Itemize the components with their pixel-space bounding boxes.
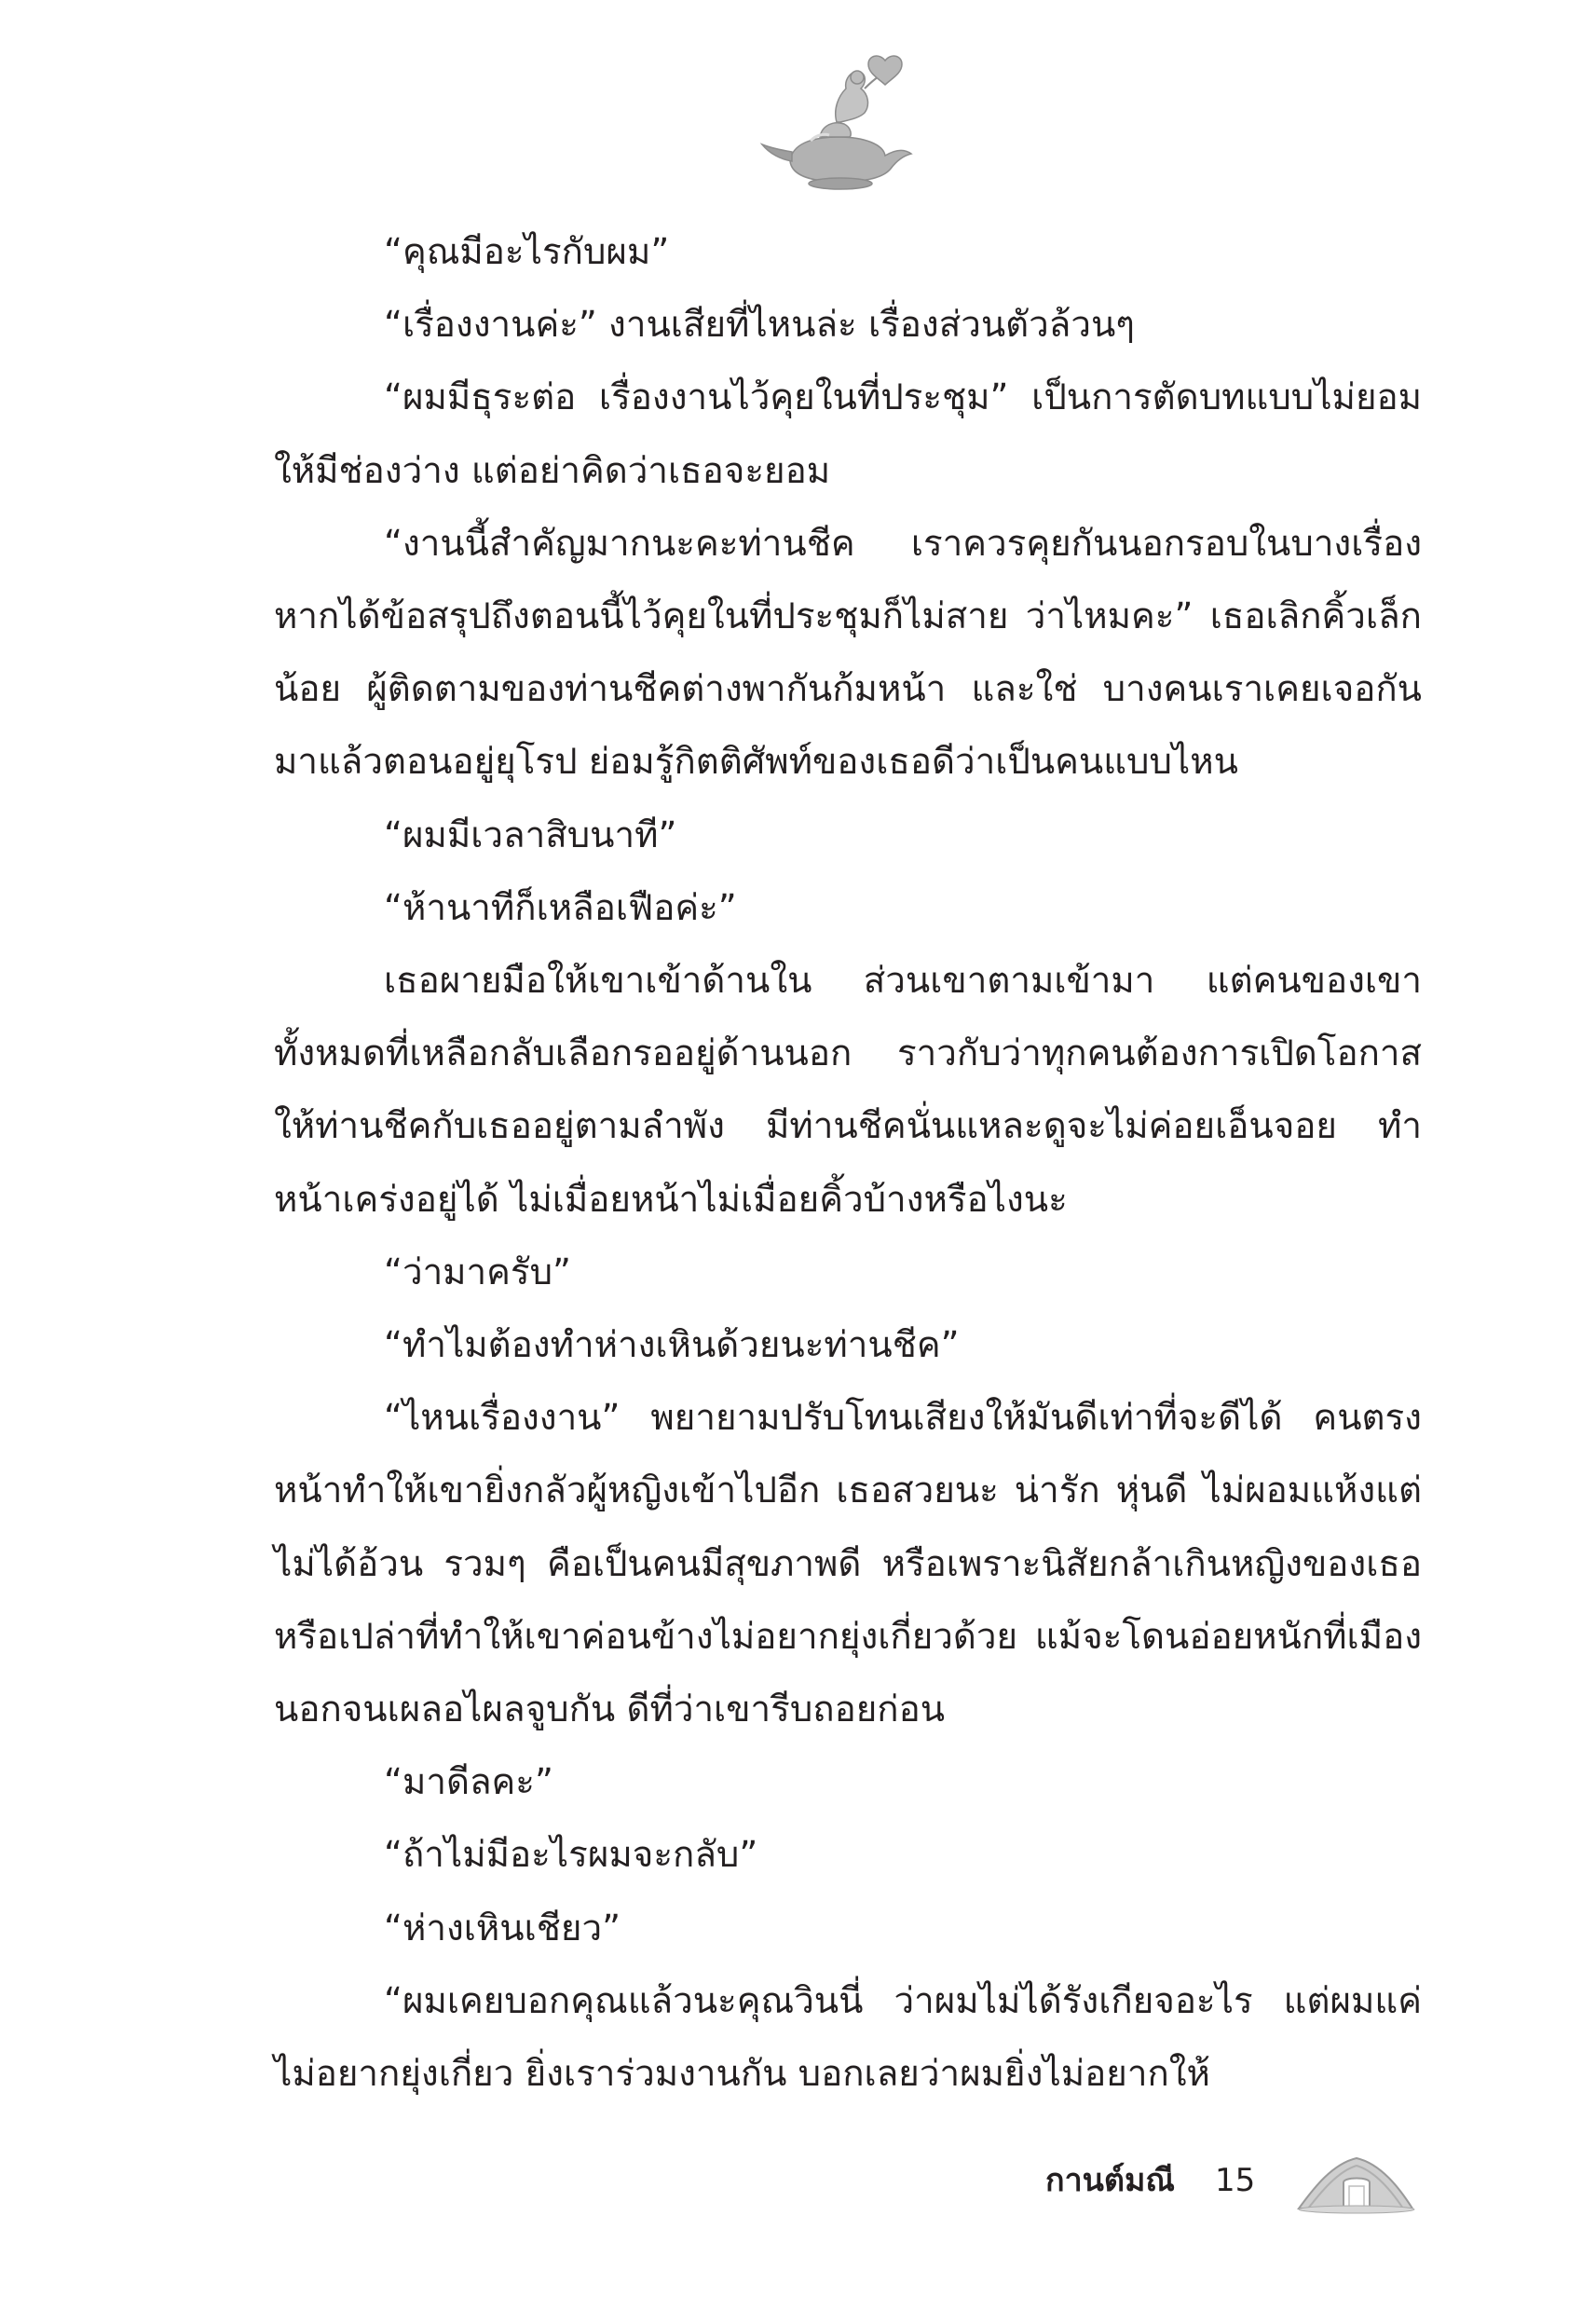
paragraph: “ว่ามาครับ” [384, 1251, 571, 1293]
paragraph: “ไหนเรื่องงาน” พยายามปรับโทนเสียงให้มันดีเท่าที่จะดีได้ คนตรงหน้าทำให้เขายิ่งกลัวผู้หญิงเข้าไปอีก เธอสวยนะ น่ารัก หุ่นดี ไม่ผอมแห้งแต่ไม่ได้อ้วน รวมๆ คือเป็นคนมีสุขภาพดี หรือเพราะนิสัยกล้าเกินหญิงของเธอหรือเปล่าที่ทำให้เขาค่อนข้างไม่อยากยุ่งเกี่ยวด้วย แม้จะโดนอ่อยหนักที่เมืองนอกจนเผลอไผลจูบกัน ดีที่ว่าเขารีบถอยก่อน [274, 1397, 1422, 1731]
paragraph: “ห้านาทีก็เหลือเฟือค่ะ” [384, 886, 737, 929]
paragraph: “ผมเคยบอกคุณแล้วนะคุณวินนี่ ว่าผมไม่ได้รังเกียจอะไร แต่ผมแค่ไม่อยากยุ่งเกี่ยว ยิ่งเราร่วมงานกัน บอกเลยว่าผมยิ่งไม่อยากให้ [274, 1979, 1422, 2096]
paragraph: “ผมมีธุระต่อ เรื่องงานไว้คุยในที่ประชุม” เป็นการตัดบทแบบไม่ยอมให้มีช่องว่าง แต่อย่าคิดว่าเธอจะยอม [274, 376, 1422, 492]
paragraph: “คุณมีอะไรกับผม” [384, 231, 670, 273]
paragraph: “ทำไมต้องทำห่างเหินด้วยนะท่านชีค” [384, 1324, 960, 1367]
paragraph: “งานนี้สำคัญมากนะคะท่านชีค เราควรคุยกันนอกรอบในบางเรื่อง หากได้ข้อสรุปถึงตอนนี้ไว้คุยในที่ประชุมก็ไม่สาย ว่าไหมคะ” เธอเลิกคิ้วเล็กน้อย ผู้ติดตามของท่านชีคต่างพากันก้มหน้า และใช่ บางคนเราเคยเจอกันมาแล้วตอนอยู่ยุโรป ย่อมรู้กิตติศัพท์ของเธอดีว่าเป็นคนแบบไหน [274, 522, 1422, 784]
genie-lamp-icon [755, 51, 922, 191]
paragraph: “เรื่องงานค่ะ” งานเสียที่ไหนล่ะ เรื่องส่วนตัวล้วนๆ [384, 304, 1135, 347]
tent-icon [1295, 2151, 1416, 2216]
paragraph: “ผมมีเวลาสิบนาที” [384, 814, 677, 856]
page-number: 15 [1215, 2162, 1256, 2199]
book-title: กานต์มณี [1045, 2162, 1175, 2199]
paragraph: “ถ้าไม่มีอะไรผมจะกลับ” [384, 1834, 758, 1877]
paragraph: เธอผายมือให้เขาเข้าด้านใน ส่วนเขาตามเข้ามา แต่คนของเขาทั้งหมดที่เหลือกลับเลือกรออยู่ด้านนอก ราวกับว่าทุกคนต้องการเปิดโอกาสให้ท่านชีคกับเธออยู่ตามลำพัง มีท่านชีคนั่นแหละดูจะไม่ค่อยเอ็นจอย ทำหน้าเคร่งอยู่ได้ ไม่เมื่อยหน้าไม่เมื่อยคิ้วบ้างหรือไงนะ [274, 960, 1422, 1221]
paragraph: “มาดีลคะ” [384, 1761, 553, 1804]
body-text [274, 216, 1422, 2111]
paragraph: “ห่างเหินเชียว” [384, 1907, 621, 1949]
page-footer [0, 2143, 1596, 2227]
